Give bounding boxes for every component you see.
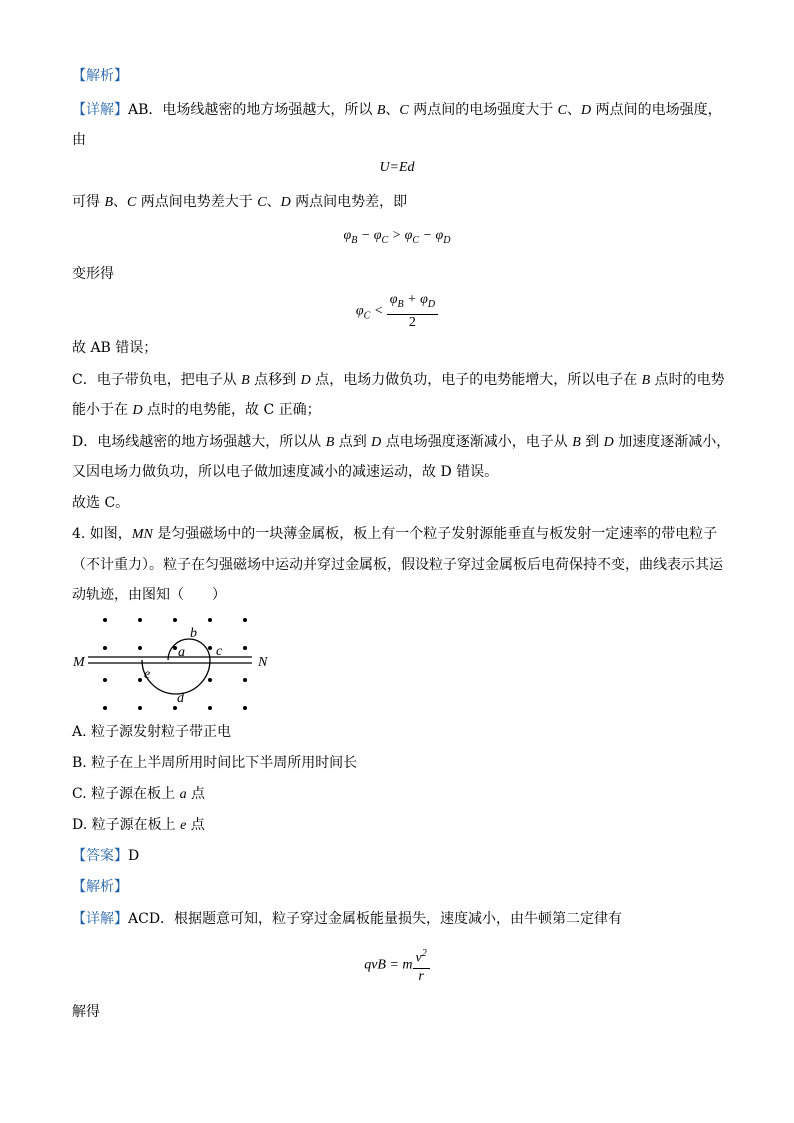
label-c: c bbox=[216, 644, 223, 659]
detail-paragraph-c: C．电子带负电，把电子从 B 点移到 D 点，电场力做负功，电子的电势能增大，所以电子在 B 点时的电势 bbox=[72, 372, 725, 388]
text-line: 故 AB 错误； bbox=[72, 340, 158, 356]
lower-trajectory bbox=[142, 660, 210, 694]
answer: 【答案】D bbox=[72, 848, 140, 864]
text-line: 由 bbox=[72, 132, 86, 148]
equation-potential-difference: $\varphi_B - \varphi_C > \varphi_C - \varphi_D$ bbox=[343, 228, 451, 246]
analysis-heading: 【解析】 bbox=[72, 68, 128, 84]
text-line: 又因电场力做负功，所以电子做加速度减小的减速运动，故 D 错误。 bbox=[72, 464, 499, 480]
field-dots bbox=[103, 618, 247, 710]
question-4-stem: 4. 如图，MN 是匀强磁场中的一块薄金属板，板上有一个粒子发射源能垂直与板发射一定速率的带电粒子 bbox=[72, 526, 718, 542]
detail-paragraph-acd: 【详解】ACD．根据题意可知，粒子穿过金属板能量损失，速度减小，由牛顿第二定律有 bbox=[72, 911, 623, 927]
text-line: 动轨迹，由图知（ ） bbox=[72, 587, 226, 603]
text-line: 解得 bbox=[72, 1004, 100, 1020]
analysis-heading-2: 【解析】 bbox=[72, 879, 128, 895]
option-d: D. 粒子源在板上 e 点 bbox=[72, 817, 205, 833]
label-b: b bbox=[190, 626, 197, 641]
label-a: a bbox=[178, 645, 185, 660]
option-c: C. 粒子源在板上 a 点 bbox=[72, 786, 206, 802]
detail-paragraph-ab: 【详解】AB．电场线越密的地方场强越大，所以 B、C 两点间的电场强度大于 C、D 两点间的电场强度， bbox=[72, 102, 722, 118]
equation-lorentz: qvB = m $\frac{v^2}{r}$ bbox=[0, 946, 794, 985]
label-n: N bbox=[258, 655, 268, 670]
label-d: d bbox=[177, 691, 184, 706]
option-a: A. 粒子源发射粒子带正电 bbox=[72, 724, 232, 740]
text-line: （不计重力）。粒子在匀强磁场中运动并穿过金属板，假设粒子穿过金属板后电荷保持不变，曲线表示其运 bbox=[72, 557, 723, 573]
text-line: 能小于在 D 点时的电势能，故 C 正确； bbox=[72, 402, 321, 418]
label-e: e bbox=[144, 667, 151, 682]
text-line: 可得 B、C 两点间电势差大于 C、D 两点间电势差，即 bbox=[72, 194, 408, 210]
magnetic-field-figure bbox=[70, 610, 280, 720]
equation-fraction: $\varphi_C$ < $\frac{\varphi_B + \varphi_D}{2}$ bbox=[0, 292, 794, 331]
label-m: M bbox=[73, 655, 85, 670]
equation-u-ed: U=Ed bbox=[379, 160, 415, 175]
text-line: 变形得 bbox=[72, 266, 114, 282]
detail-paragraph-d: D．电场线越密的地方场强越大，所以从 B 点到 D 点电场强度逐渐减小，电子从 B 到 D 加速度逐渐减小， bbox=[72, 434, 731, 450]
option-b: B. 粒子在上半周所用时间比下半周所用时间长 bbox=[72, 755, 358, 771]
choice-conclusion: 故选 C。 bbox=[72, 495, 130, 511]
